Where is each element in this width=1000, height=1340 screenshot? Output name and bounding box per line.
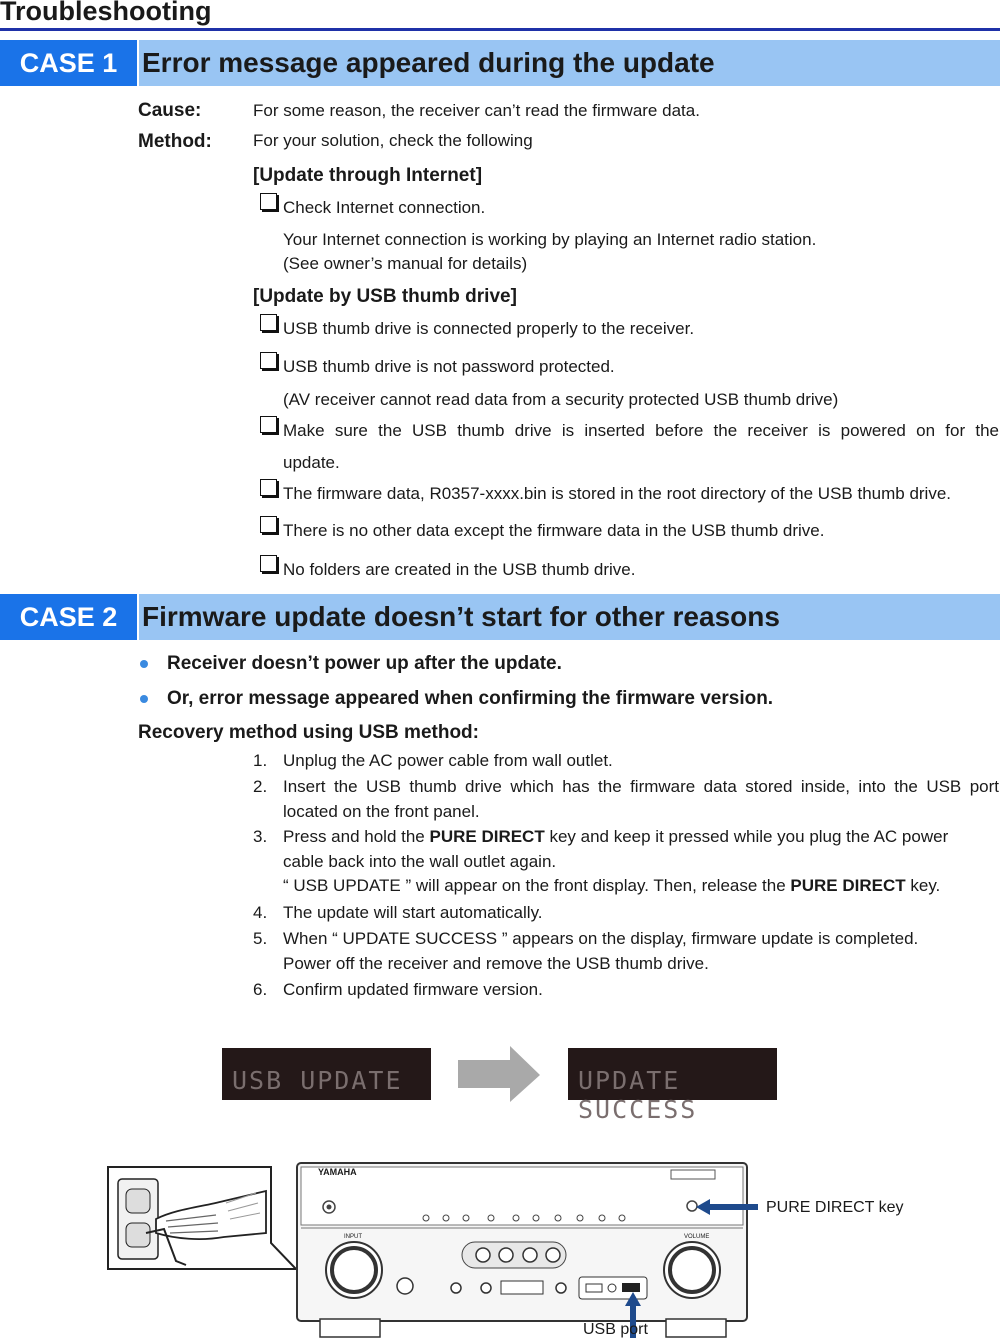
step-text-part: Press and hold the bbox=[283, 827, 430, 846]
usb-item: There is no other data except the firmware data in the USB thumb drive. bbox=[283, 521, 825, 540]
usb-item-cont: update. bbox=[283, 453, 340, 472]
page-title: Troubleshooting bbox=[0, 0, 212, 26]
step-text-cont: Power off the receiver and remove the USB thumb drive. bbox=[283, 954, 709, 973]
left-arrow-icon bbox=[696, 1198, 762, 1216]
step-text-cont bbox=[283, 875, 940, 897]
internet-check: Check Internet connection. bbox=[283, 198, 486, 217]
usb-item: The firmware data, R0357-xxxx.bin is stored in the root directory of the USB thumb drive. bbox=[283, 484, 952, 503]
checkbox-icon bbox=[260, 479, 277, 496]
usb-item: USB thumb drive is connected properly to the receiver. bbox=[283, 319, 695, 338]
internet-note-2: (See owner’s manual for details) bbox=[283, 254, 528, 273]
step-text-part: “ USB UPDATE ” will appear on the front display. Then, release the bbox=[283, 876, 791, 895]
step-text-part: key. bbox=[905, 876, 941, 895]
case2-title: Firmware update doesn’t start for other reasons bbox=[139, 594, 1000, 640]
step-text bbox=[283, 826, 948, 848]
case1-label: CASE 1 bbox=[0, 40, 137, 86]
lcd-usb-update: USB UPDATE bbox=[222, 1048, 431, 1100]
case2-label: CASE 2 bbox=[0, 594, 137, 640]
checkbox-icon bbox=[260, 516, 277, 533]
checkbox-icon bbox=[260, 555, 277, 572]
pure-direct-callout: PURE DIRECT key bbox=[766, 1199, 904, 1216]
method-text: For your solution, check the following bbox=[253, 131, 533, 150]
case1-header bbox=[0, 40, 1000, 86]
step-number: 6. bbox=[253, 980, 268, 999]
step-text: Insert the USB thumb drive which has the firmware data stored inside, into the USB port bbox=[283, 777, 999, 796]
method-label: Method: bbox=[138, 131, 212, 152]
case2-bullet: Receiver doesn’t power up after the update. bbox=[167, 653, 562, 674]
step-number: 2. bbox=[253, 777, 268, 796]
case2-bullet: Or, error message appeared when confirming the firmware version. bbox=[167, 688, 774, 709]
usb-item: Make sure the USB thumb drive is inserted before the receiver is powered on for the bbox=[283, 421, 999, 440]
step-number: 5. bbox=[253, 929, 268, 948]
bullet-icon bbox=[140, 660, 148, 668]
usb-port-callout: USB port bbox=[583, 1321, 648, 1338]
recovery-heading: Recovery method using USB method: bbox=[138, 722, 479, 743]
cause-text: For some reason, the receiver can’t read the firmware data. bbox=[253, 101, 700, 120]
step-text-part: key and keep it pressed while you plug the AC power bbox=[544, 827, 949, 846]
step-number: 4. bbox=[253, 903, 268, 922]
step-number: 3. bbox=[253, 827, 268, 846]
usb-item: USB thumb drive is not password protected. bbox=[283, 357, 615, 376]
checkbox-icon bbox=[260, 314, 277, 331]
checkbox-icon bbox=[260, 352, 277, 369]
step-number: 1. bbox=[253, 751, 268, 770]
right-arrow-icon bbox=[458, 1046, 542, 1104]
checkbox-icon bbox=[260, 193, 277, 210]
internet-heading: [Update through Internet] bbox=[253, 165, 483, 186]
receiver-front-panel bbox=[296, 1162, 748, 1340]
brand-logo: YAMAHA bbox=[318, 1167, 357, 1177]
volume-knob-label: VOLUME bbox=[684, 1234, 710, 1240]
bullet-icon bbox=[140, 695, 148, 703]
step-text-cont: located on the front panel. bbox=[283, 802, 480, 821]
step-text: The update will start automatically. bbox=[283, 903, 543, 922]
lcd-update-success: UPDATE SUCCESS bbox=[568, 1048, 777, 1100]
step-text: Unplug the AC power cable from wall outlet. bbox=[283, 751, 613, 770]
title-rule bbox=[0, 28, 1000, 31]
case2-header bbox=[0, 594, 1000, 640]
input-knob-label: INPUT bbox=[344, 1234, 362, 1240]
usb-heading: [Update by USB thumb drive] bbox=[253, 286, 517, 307]
power-plug-illustration bbox=[106, 1163, 300, 1273]
cause-label: Cause: bbox=[138, 100, 202, 121]
checkbox-icon bbox=[260, 416, 277, 433]
pure-direct-key-label: PURE DIRECT bbox=[790, 876, 906, 895]
step-text-cont: cable back into the wall outlet again. bbox=[283, 852, 557, 871]
case1-title: Error message appeared during the update bbox=[139, 40, 1000, 86]
usb-item: No folders are created in the USB thumb drive. bbox=[283, 560, 636, 579]
internet-note-1: Your Internet connection is working by playing an Internet radio station. bbox=[283, 230, 817, 249]
step-text: When “ UPDATE SUCCESS ” appears on the display, firmware update is completed. bbox=[283, 929, 919, 948]
pure-direct-key-label: PURE DIRECT bbox=[429, 827, 545, 846]
step-text: Confirm updated firmware version. bbox=[283, 980, 543, 999]
usb-item-note: (AV receiver cannot read data from a security protected USB thumb drive) bbox=[283, 390, 839, 409]
